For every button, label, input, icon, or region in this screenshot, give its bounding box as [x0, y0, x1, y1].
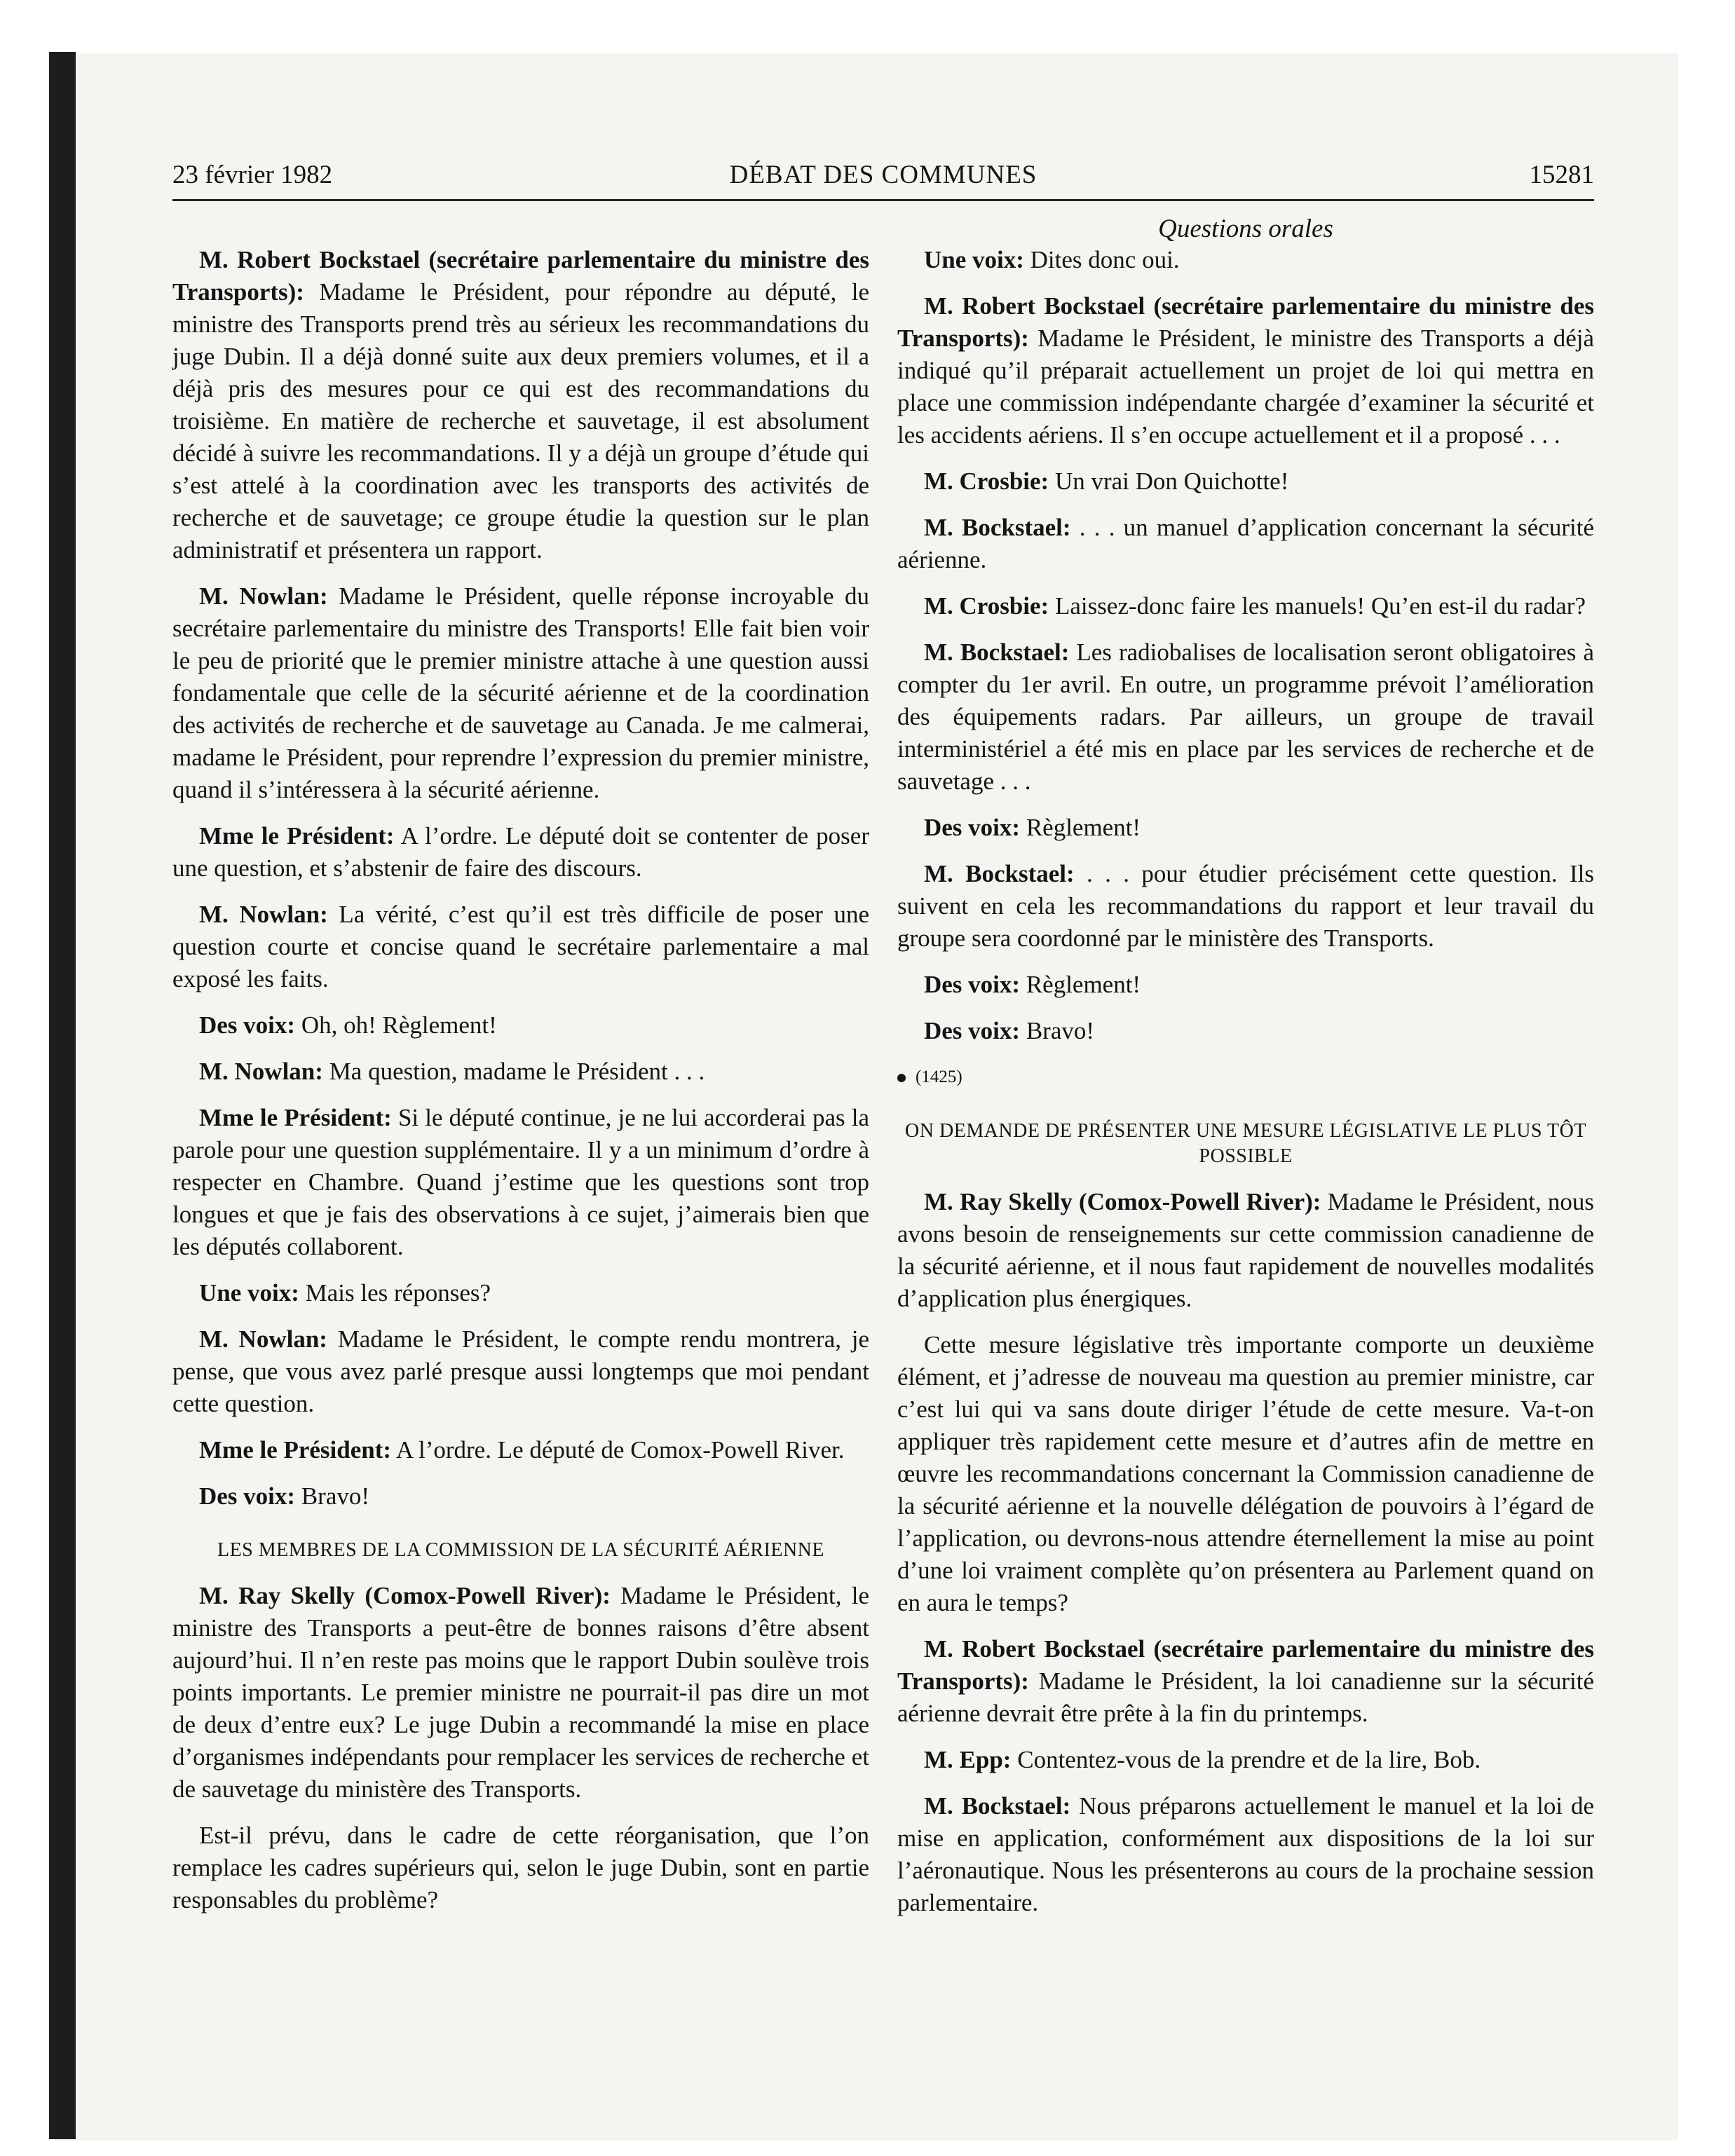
speaker-name: Des voix: — [199, 1011, 296, 1039]
speaker-name: M. Bockstael: — [924, 1792, 1071, 1820]
speech-paragraph — [172, 580, 869, 806]
speech-text: Madame le Président, quelle réponse incroyable du secrétaire parlementaire du ministre des Transports! Elle fait bien voir le peu de priorité que le premier ministre attache à une question aussi fondamentale que celle de la sécurité aérienne et de la coordination des activités de recherche et de sauvetage au Canada. Je me calmerai, madame le Président, pour reprendre l’expression du premier ministre, quand il s’intéressera à la sécurité aérienne. — [172, 582, 869, 803]
speaker-name: Des voix: — [199, 1482, 296, 1510]
speech-paragraph — [172, 1102, 869, 1263]
speech-text: Bravo! — [1020, 1017, 1095, 1044]
speaker-name: M. Ray Skelly (Comox-Powell River): — [199, 1582, 611, 1609]
speech-text: Madame le Président, le ministre des Transports a peut-être de bonnes raisons d’être absent aujourd’hui. Il n’en reste pas moins que le rapport Dubin soulève trois points importants. Le premier ministre ne pourrait-il pas dire un mot de deux d’entre eux? Le juge Dubin a recommandé la mise en place d’organismes indépendants pour remplacer les services de recherche et de sauvetage du ministère des Transports. — [172, 1582, 869, 1803]
speaker-name: Mme le Président: — [199, 1436, 392, 1464]
speaker-name: Une voix: — [199, 1279, 299, 1306]
speech-paragraph — [897, 1329, 1594, 1619]
speech-text: Contentez-vous de la prendre et de la lire, Bob. — [1011, 1746, 1481, 1773]
page-number: 15281 — [1529, 161, 1594, 189]
speaker-name: Une voix: — [924, 246, 1024, 273]
speaker-name: M. Robert Bockstael (secrétaire parlementaire du ministre des Transports): — [897, 1635, 1594, 1695]
speech-text: Les radiobalises de localisation seront obligatoires à compter du 1er avril. En outre, un programme prévoit l’amélioration des équipements radars. Par ailleurs, un groupe de travail interministériel a été mis en place par les services de recherche et de sauvetage . . . — [897, 639, 1594, 795]
speech-text: Nous préparons actuellement le manuel et la loi de mise en application, conformément aux dispositions de la loi sur l’aéronautique. Nous les présenterons au cours de la prochaine session parlementaire. — [897, 1792, 1595, 1916]
speech-text: Oh, oh! Règlement! — [295, 1011, 497, 1039]
speaker-name: M. Robert Bockstael (secrétaire parlementaire du ministre des Transports): — [172, 246, 869, 306]
speech-paragraph — [172, 1434, 869, 1466]
speech-paragraph — [897, 636, 1594, 798]
speaker-name: M. Ray Skelly (Comox-Powell River): — [924, 1188, 1321, 1215]
speech-text: Règlement! — [1020, 814, 1141, 841]
header-title: DÉBAT DES COMMUNES — [729, 161, 1037, 189]
speech-paragraph — [172, 1009, 869, 1042]
speech-paragraph — [897, 1744, 1594, 1776]
speech-paragraph — [897, 290, 1594, 451]
speech-paragraph — [172, 820, 869, 885]
speech-paragraph — [897, 465, 1594, 498]
speech-paragraph — [897, 512, 1594, 576]
speech-paragraph — [897, 244, 1594, 276]
speech-paragraph — [172, 1480, 869, 1513]
speaker-name: M. Bockstael: — [924, 860, 1075, 887]
speech-paragraph — [172, 1820, 869, 1916]
speech-paragraph — [897, 1790, 1594, 1919]
speech-text: Madame le Président, la loi canadienne sur la sécurité aérienne devrait être prête à la fin du printemps. — [897, 1667, 1594, 1727]
speech-text: Madame le Président, nous avons besoin de renseignements sur cette commission canadienne de la sécurité aérienne, et il nous faut rapidement de nouvelles modalités d’application plus énergiques. — [897, 1188, 1595, 1312]
speech-text: Madame le Président, le compte rendu montrera, je pense, que vous avez parlé presque aussi longtemps que moi pendant cette question. — [172, 1325, 869, 1417]
speech-paragraph — [897, 969, 1594, 1001]
speech-text: Si le député continue, je ne lui accorderai pas la parole pour une question supplémentaire. Il y a un minimum d’ordre à respecter en Chambre. Quand j’estime que les questions sont trop longues et que je fais des observations à ce sujet, j’aimerais bien que les députés collaborent. — [172, 1104, 870, 1260]
scan-edge-shadow — [49, 52, 76, 2139]
speech-paragraph — [897, 590, 1594, 622]
section-heading: LES MEMBRES DE LA COMMISSION DE LA SÉCURITÉ AÉRIENNE — [217, 1539, 825, 1561]
speaker-name: Mme le Président: — [199, 822, 395, 850]
speech-paragraph — [897, 812, 1594, 844]
speaker-name: M. Nowlan: — [199, 1058, 323, 1085]
speech-text: Ma question, madame le Président . . . — [322, 1058, 705, 1085]
speech-text: A l’ordre. Le député doit se contenter de poser une question, et s’abstenir de faire des discours. — [172, 822, 869, 882]
speaker-name: M. Robert Bockstael (secrétaire parlementaire du ministre des Transports): — [897, 292, 1594, 352]
speech-paragraph — [172, 244, 869, 566]
speech-paragraph — [897, 1633, 1594, 1730]
speech-paragraph — [172, 1580, 869, 1806]
section-subheader: Questions orales — [1158, 214, 1333, 243]
speech-paragraph — [172, 899, 869, 995]
section-heading: ON DEMANDE DE PRÉSENTER UNE MESURE LÉGISLATIVE LE PLUS TÔT POSSIBLE — [905, 1120, 1586, 1167]
speaker-name: M. Bockstael: — [924, 514, 1071, 541]
speech-text: Bravo! — [295, 1482, 370, 1510]
speech-text: Cette mesure législative très importante comporte un deuxième élément, et j’adresse de nouveau ma question au premier ministre, car c’est lui qui va sans doute diriger l’étude de cette mesure. Va-t-on appliquer très rapidement cette mesure et d’autres afin de mettre en œuvre les recommandations concernant la Commission canadienne de la sécurité aérienne et la nouvelle délégation de pouvoirs à l’égard de l’application, ou devrons-nous attendre éternellement la mise au point d’une loi vraiment complète qu’on présentera au Parlement quand on en aura le temps? — [897, 1331, 1594, 1616]
time-label: (1425) — [916, 1067, 962, 1086]
speaker-name: Des voix: — [924, 1017, 1021, 1044]
speaker-name: M. Bockstael: — [924, 639, 1070, 666]
speech-paragraph — [897, 858, 1594, 955]
speaker-name: Mme le Président: — [199, 1104, 392, 1131]
speaker-name: M. Epp: — [924, 1746, 1012, 1773]
speech-text: Dites donc oui. — [1023, 246, 1180, 273]
time-marker — [897, 1061, 1594, 1093]
header-date: 23 février 1982 — [172, 161, 333, 189]
speaker-name: M. Crosbie: — [924, 468, 1049, 495]
speaker-name: M. Nowlan: — [199, 582, 328, 610]
speech-text: Mais les réponses? — [299, 1279, 491, 1306]
speaker-name: M. Nowlan: — [199, 901, 328, 928]
speaker-name: Des voix: — [924, 814, 1021, 841]
speech-text: La vérité, c’est qu’il est très difficile de poser une question courte et concise quand le secrétaire parlementaire a mal exposé les faits. — [172, 901, 869, 992]
speech-text: Laissez-donc faire les manuels! Qu’en est-il du radar? — [1049, 592, 1586, 620]
speech-paragraph — [172, 1323, 869, 1420]
speech-text: A l’ordre. Le député de Comox-Powell River. — [391, 1436, 845, 1464]
page-header — [172, 160, 1594, 201]
speech-text: Un vrai Don Quichotte! — [1049, 468, 1289, 495]
speech-text: Madame le Président, le ministre des Transports a déjà indiqué qu’il préparait actuellement un projet de loi qui mettra en place une commission indépendante chargée d’examiner la sécurité et les accidents aériens. Il s’en occupe actuellement et il a proposé . . . — [897, 325, 1594, 449]
bullet-icon — [897, 1074, 906, 1082]
right-column — [897, 244, 1594, 1933]
speech-paragraph — [172, 1277, 869, 1309]
speech-text: . . . pour étudier précisément cette question. Ils suivent en cela les recommandations du rapport et leur travail du groupe sera coordonné par le ministère des Transports. — [897, 860, 1594, 952]
speech-text: Est-il prévu, dans le cadre de cette réorganisation, que l’on remplace les cadres supérieurs qui, selon le juge Dubin, sont en partie responsables du problème? — [172, 1822, 869, 1913]
speech-text: Règlement! — [1020, 971, 1141, 998]
left-column — [172, 244, 869, 1930]
speech-text: Madame le Président, pour répondre au député, le ministre des Transports prend très au sérieux les recommandations du juge Dubin. Il a déjà donné suite aux deux premiers volumes, et il a déjà pris des mesures pour ce qui est des recommandations du troisième. En matière de recherche et sauvetage, il est absolument décidé à suivre les recommandations. Il y a déjà un groupe d’étude qui s’est attelé à la coordination avec les transports des activités de recherche et de sauvetage; ce groupe étudie la question sur le plan administratif et présentera un rapport. — [172, 278, 869, 564]
speaker-name: M. Crosbie: — [924, 592, 1049, 620]
speech-text: . . . un manuel d’application concernant la sécurité aérienne. — [897, 514, 1595, 573]
speech-paragraph — [897, 1186, 1594, 1315]
speaker-name: Des voix: — [924, 971, 1021, 998]
speech-paragraph — [897, 1015, 1594, 1047]
speaker-name: M. Nowlan: — [199, 1325, 327, 1353]
speech-paragraph — [172, 1056, 869, 1088]
